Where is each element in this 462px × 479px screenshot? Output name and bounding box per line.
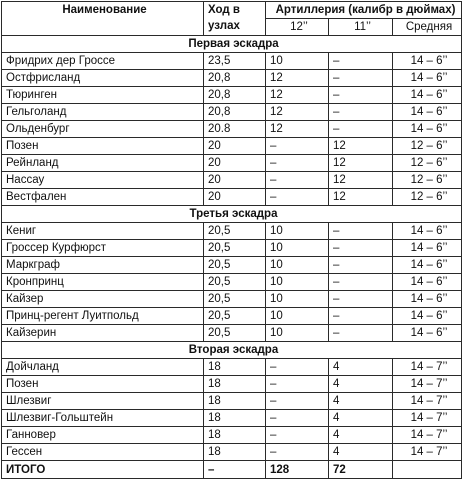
ship-name-cell: Шлезвиг <box>2 393 204 410</box>
speed-cell: 23,5 <box>204 53 266 70</box>
battleship-table <box>1 1 462 479</box>
ship-name-cell: Кайзер <box>2 291 204 308</box>
speed-cell: 20,5 <box>204 325 266 342</box>
table-row <box>2 189 462 206</box>
table-row <box>2 53 462 70</box>
table-row <box>2 376 462 393</box>
guns-11in-cell: – <box>329 291 393 308</box>
secondary-guns-cell: 14 – 6’’ <box>393 274 462 291</box>
guns-11in-cell: – <box>329 104 393 121</box>
ship-name-cell: Позен <box>2 138 204 155</box>
table-row <box>2 223 462 240</box>
table-row <box>2 87 462 104</box>
ship-name-cell: Вестфален <box>2 189 204 206</box>
guns-11in-cell: 4 <box>329 359 393 376</box>
table-row <box>2 274 462 291</box>
table-row <box>2 410 462 427</box>
table-row <box>2 104 462 121</box>
col-header-speed-line2: узлах <box>208 20 240 32</box>
ship-name-cell: Кайзерин <box>2 325 204 342</box>
table-row <box>2 291 462 308</box>
ship-name-cell: Гроссер Курфюрст <box>2 240 204 257</box>
guns-12in-cell: – <box>266 189 329 206</box>
secondary-guns-cell: 14 – 6’’ <box>393 121 462 138</box>
guns-11in-cell: 4 <box>329 393 393 410</box>
guns-11in-cell: – <box>329 308 393 325</box>
secondary-guns-cell: 14 – 6’’ <box>393 308 462 325</box>
table-row <box>2 240 462 257</box>
total-secondary-cell <box>393 461 462 479</box>
secondary-guns-cell: 12 – 6’’ <box>393 172 462 189</box>
section-header-row <box>2 206 462 223</box>
speed-cell: 20 <box>204 189 266 206</box>
table-row <box>2 427 462 444</box>
table-row <box>2 70 462 87</box>
section-header-row <box>2 342 462 359</box>
secondary-guns-cell: 14 – 6’’ <box>393 325 462 342</box>
section-title: Вторая эскадра <box>2 342 462 359</box>
total-speed-cell: – <box>204 461 266 479</box>
ship-name-cell: Маркграф <box>2 257 204 274</box>
ship-name-cell: Фридрих дер Гроссе <box>2 53 204 70</box>
secondary-guns-cell: 14 – 7’’ <box>393 359 462 376</box>
col-header-speed <box>204 2 266 36</box>
secondary-guns-cell: 14 – 6’’ <box>393 240 462 257</box>
guns-12in-cell: 10 <box>266 291 329 308</box>
guns-12in-cell: 12 <box>266 70 329 87</box>
col-header-cal12: 12’’ <box>266 19 329 36</box>
secondary-guns-cell: 14 – 6’’ <box>393 223 462 240</box>
guns-12in-cell: 10 <box>266 325 329 342</box>
speed-cell: 18 <box>204 444 266 461</box>
guns-12in-cell: – <box>266 410 329 427</box>
guns-11in-cell: – <box>329 325 393 342</box>
total-11in-cell: 72 <box>329 461 393 479</box>
secondary-guns-cell: 14 – 7’’ <box>393 427 462 444</box>
table-body <box>2 36 462 479</box>
speed-cell: 20,5 <box>204 223 266 240</box>
speed-cell: 20 <box>204 172 266 189</box>
guns-11in-cell: – <box>329 257 393 274</box>
speed-cell: 18 <box>204 393 266 410</box>
table-row <box>2 393 462 410</box>
speed-cell: 20,5 <box>204 274 266 291</box>
guns-11in-cell: – <box>329 274 393 291</box>
guns-12in-cell: 10 <box>266 53 329 70</box>
section-title: Первая эскадра <box>2 36 462 53</box>
guns-12in-cell: – <box>266 444 329 461</box>
ship-name-cell: Кронпринц <box>2 274 204 291</box>
guns-11in-cell: 4 <box>329 427 393 444</box>
guns-12in-cell: 10 <box>266 274 329 291</box>
guns-11in-cell: 12 <box>329 189 393 206</box>
secondary-guns-cell: 14 – 7’’ <box>393 444 462 461</box>
guns-11in-cell: – <box>329 53 393 70</box>
secondary-guns-cell: 14 – 7’’ <box>393 393 462 410</box>
guns-11in-cell: – <box>329 240 393 257</box>
total-12in-cell: 128 <box>266 461 329 479</box>
guns-12in-cell: 10 <box>266 308 329 325</box>
guns-12in-cell: 12 <box>266 104 329 121</box>
speed-cell: 18 <box>204 376 266 393</box>
secondary-guns-cell: 14 – 7’’ <box>393 376 462 393</box>
secondary-guns-cell: 14 – 6’’ <box>393 257 462 274</box>
speed-cell: 20 <box>204 155 266 172</box>
guns-12in-cell: – <box>266 376 329 393</box>
guns-12in-cell: 10 <box>266 223 329 240</box>
guns-12in-cell: – <box>266 359 329 376</box>
secondary-guns-cell: 14 – 6’’ <box>393 70 462 87</box>
guns-11in-cell: 12 <box>329 138 393 155</box>
ship-name-cell: Гессен <box>2 444 204 461</box>
ship-name-cell: Тюринген <box>2 87 204 104</box>
table-row <box>2 155 462 172</box>
speed-cell: 20,8 <box>204 87 266 104</box>
guns-12in-cell: – <box>266 172 329 189</box>
speed-cell: 18 <box>204 410 266 427</box>
speed-cell: 20,5 <box>204 240 266 257</box>
secondary-guns-cell: 12 – 6’’ <box>393 189 462 206</box>
guns-11in-cell: 4 <box>329 444 393 461</box>
table-row <box>2 257 462 274</box>
table-row <box>2 444 462 461</box>
ship-name-cell: Ольденбург <box>2 121 204 138</box>
guns-12in-cell: – <box>266 155 329 172</box>
table-row <box>2 308 462 325</box>
guns-12in-cell: – <box>266 393 329 410</box>
guns-11in-cell: – <box>329 70 393 87</box>
guns-11in-cell: – <box>329 87 393 104</box>
guns-11in-cell: 12 <box>329 172 393 189</box>
guns-12in-cell: – <box>266 427 329 444</box>
speed-cell: 20,8 <box>204 70 266 87</box>
secondary-guns-cell: 14 – 6’’ <box>393 53 462 70</box>
guns-11in-cell: 4 <box>329 376 393 393</box>
guns-11in-cell: – <box>329 223 393 240</box>
ship-name-cell: Шлезвиг-Гольштейн <box>2 410 204 427</box>
ship-name-cell: Гельголанд <box>2 104 204 121</box>
col-header-name: Наименование <box>2 2 204 36</box>
table-row <box>2 138 462 155</box>
guns-11in-cell: 12 <box>329 155 393 172</box>
guns-11in-cell: – <box>329 121 393 138</box>
total-label: ИТОГО <box>2 461 204 479</box>
secondary-guns-cell: 14 – 6’’ <box>393 291 462 308</box>
ship-name-cell: Ганновер <box>2 427 204 444</box>
ship-name-cell: Кениг <box>2 223 204 240</box>
guns-12in-cell: 10 <box>266 240 329 257</box>
ship-name-cell: Остфрисланд <box>2 70 204 87</box>
table-row <box>2 172 462 189</box>
secondary-guns-cell: 12 – 6’’ <box>393 138 462 155</box>
speed-cell: 20.8 <box>204 121 266 138</box>
total-row <box>2 461 462 479</box>
secondary-guns-cell: 14 – 7’’ <box>393 410 462 427</box>
header-row <box>2 2 462 19</box>
speed-cell: 20,8 <box>204 104 266 121</box>
ship-name-cell: Нассау <box>2 172 204 189</box>
ship-name-cell: Рейнланд <box>2 155 204 172</box>
guns-11in-cell: 4 <box>329 410 393 427</box>
section-title: Третья эскадра <box>2 206 462 223</box>
col-header-secondary: Средняя <box>393 19 462 36</box>
ship-name-cell: Принц-регент Луитпольд <box>2 308 204 325</box>
col-header-cal11: 11’’ <box>329 19 393 36</box>
secondary-guns-cell: 14 – 6’’ <box>393 104 462 121</box>
col-header-speed-line1: Ход в <box>208 4 240 16</box>
speed-cell: 18 <box>204 427 266 444</box>
table-row <box>2 359 462 376</box>
section-header-row <box>2 36 462 53</box>
guns-12in-cell: 12 <box>266 87 329 104</box>
table-row <box>2 325 462 342</box>
guns-12in-cell: – <box>266 138 329 155</box>
speed-cell: 20 <box>204 138 266 155</box>
guns-12in-cell: 10 <box>266 257 329 274</box>
ship-name-cell: Позен <box>2 376 204 393</box>
col-header-artillery: Артиллерия (калибр в дюймах) <box>266 2 462 19</box>
table-row <box>2 121 462 138</box>
speed-cell: 18 <box>204 359 266 376</box>
speed-cell: 20,5 <box>204 257 266 274</box>
secondary-guns-cell: 12 – 6’’ <box>393 155 462 172</box>
ship-name-cell: Дойчланд <box>2 359 204 376</box>
guns-12in-cell: 12 <box>266 121 329 138</box>
speed-cell: 20,5 <box>204 308 266 325</box>
secondary-guns-cell: 14 – 6’’ <box>393 87 462 104</box>
speed-cell: 20,5 <box>204 291 266 308</box>
